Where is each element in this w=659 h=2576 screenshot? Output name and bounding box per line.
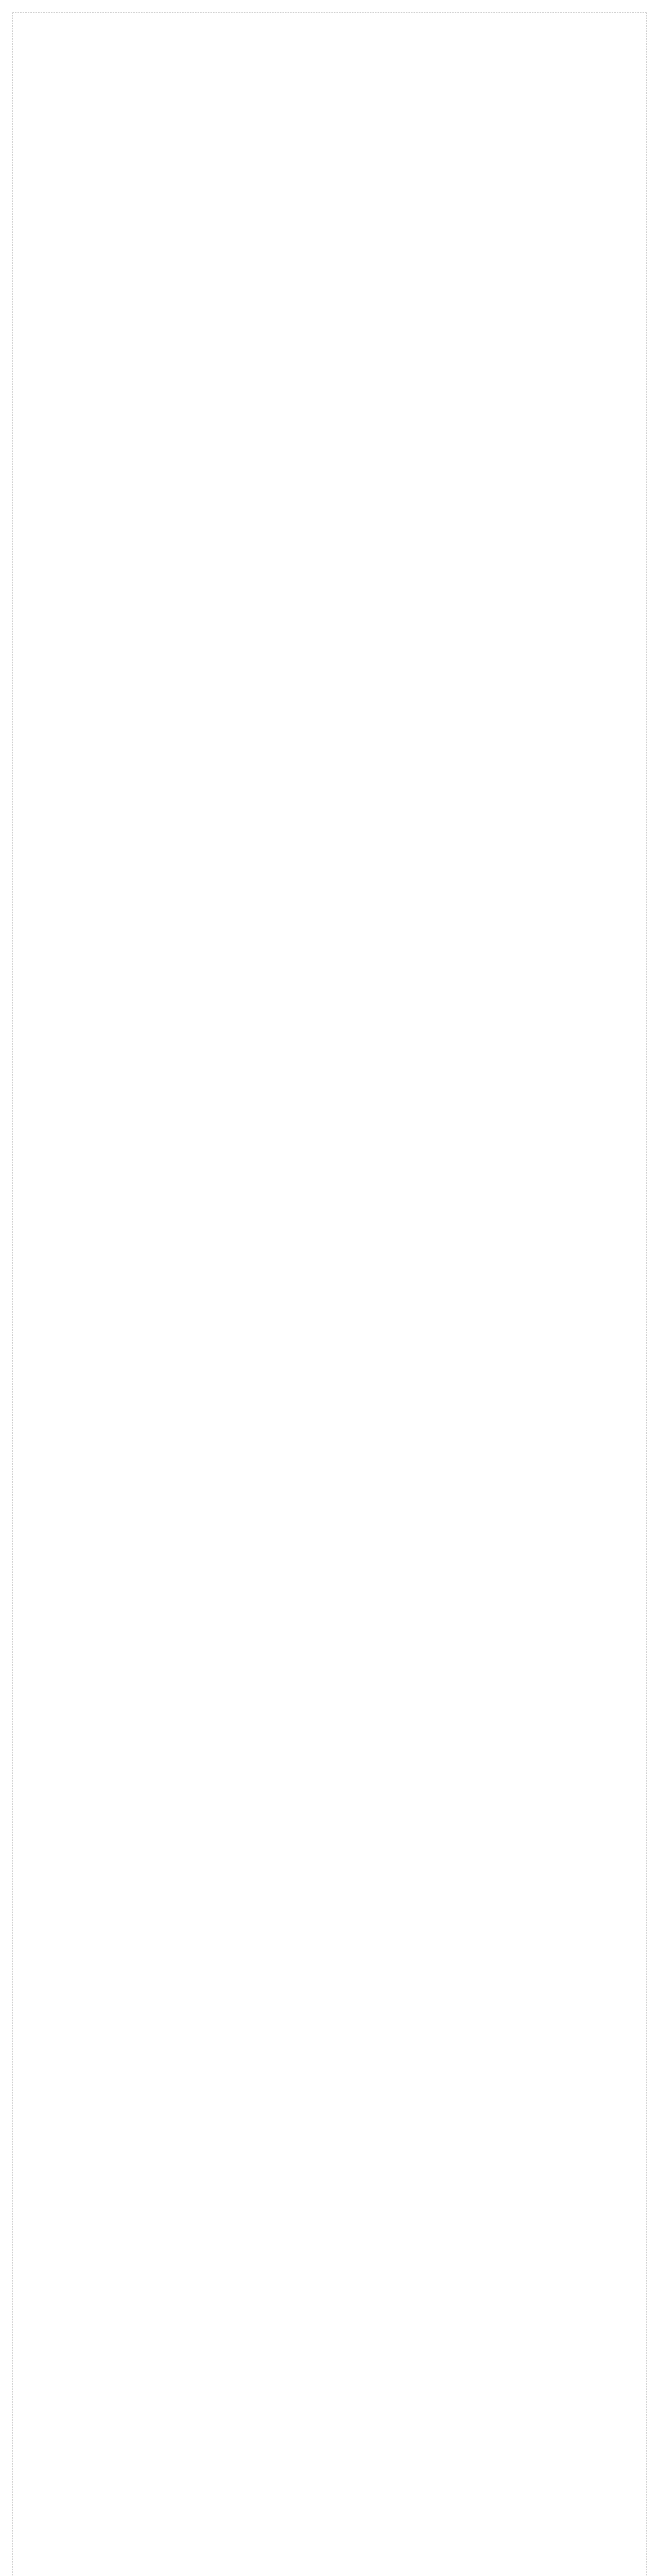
content-placeholder bbox=[12, 12, 647, 2576]
